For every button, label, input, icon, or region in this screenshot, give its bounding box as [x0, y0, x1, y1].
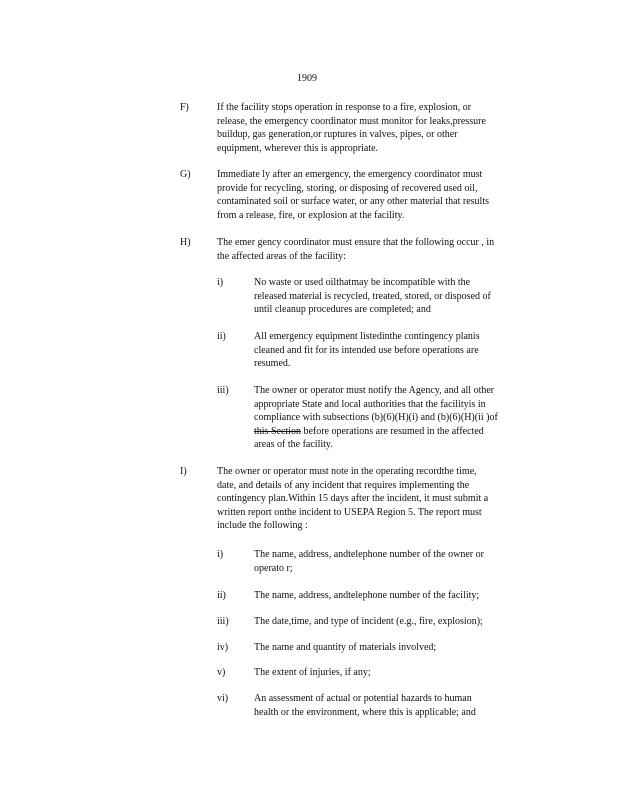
section-g-line-4: from a release, fire, or explosion at the facility. — [217, 209, 405, 221]
section-i-item-1-text — [254, 548, 484, 575]
section-h-item-1-text — [254, 276, 491, 317]
section-i-item-5-text — [254, 666, 371, 680]
i-item-5-line-1: The extent of injuries, if any; — [254, 667, 371, 678]
h-item-2-line-3: resumed. — [254, 358, 291, 369]
page-number: 1909 — [297, 73, 317, 84]
section-i-item-3-text — [254, 615, 483, 629]
section-i-line-4: written report onthe incident to USEPA Region 5. The report must — [217, 506, 482, 518]
section-i-item-3-label: iii) — [217, 616, 229, 627]
section-h-item-3-label: iii) — [217, 385, 229, 396]
h-item-1-line-2: released material is recycled, treated, stored, or disposed of — [254, 290, 491, 302]
h-item-3-line-5: areas of the facility. — [254, 439, 333, 450]
section-i-line-5: include the following : — [217, 520, 308, 531]
h-item-2-line-1: All emergency equipment listedinthe contingency planis — [254, 331, 480, 342]
section-g-line-1: Immediate ly after an emergency, the emergency coordinator must — [217, 169, 483, 180]
section-f-text — [217, 101, 486, 155]
h-item-3-line-4 — [254, 425, 498, 439]
h-item-3-line-3: compliance with subsections (b)(6)(H)(i) and (b)(6)(H)(ii )of — [254, 412, 498, 423]
h-item-3-line-1: The owner or operator must notify the Agency, and all other — [254, 385, 495, 396]
section-h-item-1-label: i) — [217, 277, 224, 288]
section-f-label: F) — [180, 102, 189, 113]
section-i-line-1: The owner or operator must note in the operating recordthe time, — [217, 466, 477, 477]
section-h-line-1: The emer gency coordinator must ensure that the following occur , in — [217, 237, 495, 248]
i-item-1-line-1: The name, address, andtelephone number of the owner or — [254, 549, 484, 560]
section-i-item-2-label: ii) — [217, 590, 226, 601]
section-h-text — [217, 236, 494, 263]
section-h-label: H) — [180, 237, 191, 248]
h-item-2-line-2: cleaned and fit for its intended use before operations are — [254, 344, 479, 356]
i-item-1-line-2: operato r; — [254, 562, 293, 574]
section-g-line-3: contaminated soil or surface water, or any other material that results — [217, 196, 489, 207]
section-h-line-2: the affected areas of the facility: — [217, 250, 346, 262]
section-f-line-1: If the facility stops operation in response to a fire, explosion, or — [217, 102, 472, 113]
section-h-item-2-text — [254, 330, 480, 371]
section-i-item-6-text — [254, 692, 476, 719]
section-g-label: G) — [180, 169, 191, 180]
section-i-item-4-text — [254, 641, 436, 655]
h-item-1-line-3: until cleanup procedures are completed; and — [254, 304, 431, 315]
h-item-1-line-1: No waste or used oilthatmay be incompatible with the — [254, 277, 471, 288]
h-item-3-line-4-rest: before operations are resumed in the affected — [300, 425, 484, 437]
section-h-item-3-text — [254, 384, 498, 452]
section-f-line-2: release, the emergency coordinator must monitor for leaks,pressure — [217, 115, 486, 127]
section-i-item-5-label: v) — [217, 667, 226, 678]
section-i-item-2-text — [254, 589, 479, 603]
section-g-text — [217, 168, 489, 222]
i-item-2-line-1: The name, address, andtelephone number of the facility; — [254, 590, 480, 601]
struck-text: this Section — [254, 425, 301, 437]
section-f-line-3: buildup, gas generation,or ruptures in valves, pipes, or other — [217, 129, 458, 140]
i-item-6-line-1: An assessment of actual or potential hazards to human — [254, 693, 472, 704]
section-i-item-6-label: vi) — [217, 693, 229, 704]
h-item-3-line-2: appropriate State and local authorities that the facilityis in — [254, 398, 486, 410]
section-i-line-2: date, and details of any incident that requires implementing the — [217, 479, 470, 491]
section-i-label: I) — [180, 466, 187, 477]
section-i-text — [217, 465, 488, 533]
section-i-item-4-label: iv) — [217, 642, 229, 653]
section-h-item-2-label: ii) — [217, 331, 226, 342]
i-item-3-line-1: The date,time, and type of incident (e.g., fire, explosion); — [254, 616, 483, 627]
i-item-6-line-2: health or the environment, where this is applicable; and — [254, 706, 476, 718]
section-g-line-2: provide for recycling, storing, or disposing of recovered used oil, — [217, 182, 478, 194]
section-f-line-4: equipment, wherever this is appropriate. — [217, 142, 379, 154]
section-i-line-3: contingency plan.Within 15 days after the incident, it must submit a — [217, 493, 489, 504]
i-item-4-line-1: The name and quantity of materials involved; — [254, 642, 437, 653]
section-i-item-1-label: i) — [217, 549, 224, 560]
